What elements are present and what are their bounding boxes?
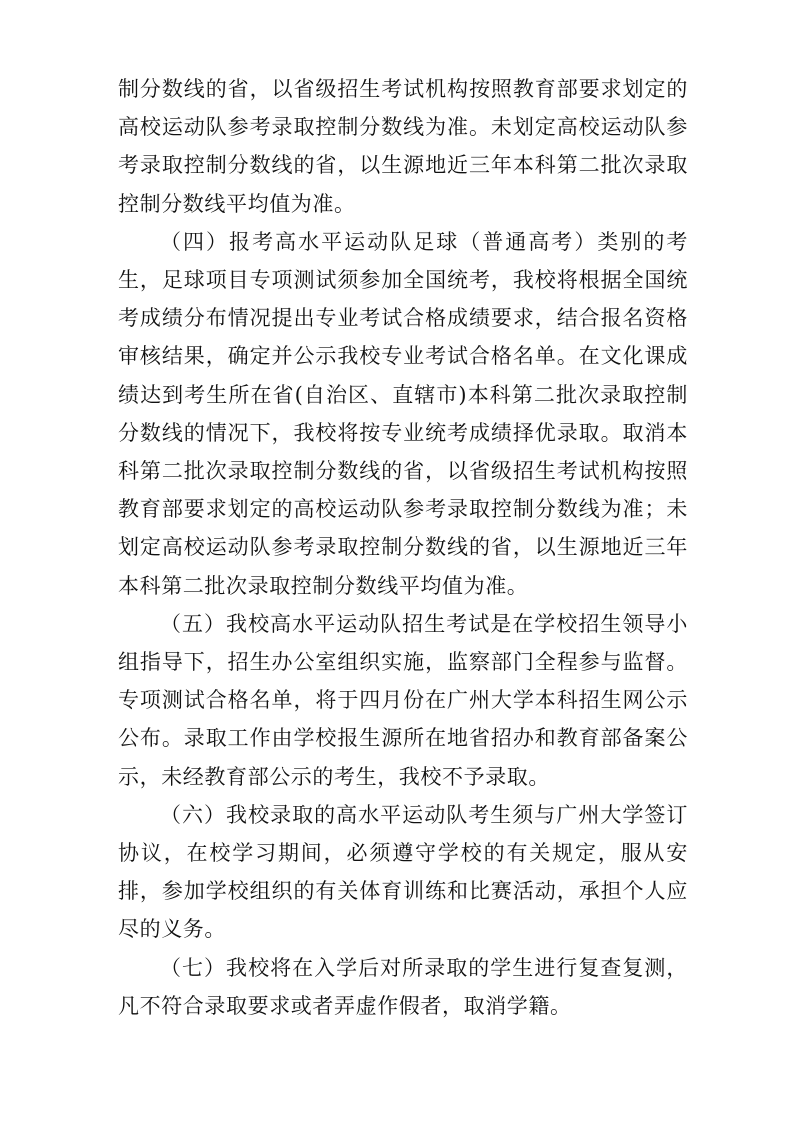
paragraph-continuation: 制分数线的省，以省级招生考试机构按照教育部要求划定的高校运动队参考录取控制分数线为准。未划定高校运动队参考录取控制分数线的省，以生源地近三年本科第二批次录取控制分数线平均值为准。 bbox=[118, 77, 688, 216]
document-body bbox=[118, 70, 688, 1025]
paragraph-item-5: （五）我校高水平运动队招生考试是在学校招生领导小组指导下，招生办公室组织实施，监察部门全程参与监督。专项测试合格名单，将于四月份在广州大学本科招生网公示公布。录取工作由学校报生源所在地省招办和教育部备案公示，未经教育部公示的考生，我校不予录取。 bbox=[118, 611, 688, 789]
paragraph-item-6: （六）我校录取的高水平运动队考生须与广州大学签订协议，在校学习期间，必须遵守学校的有关规定，服从安排，参加学校组织的有关体育训练和比赛活动，承担个人应尽的义务。 bbox=[118, 802, 688, 942]
paragraph-item-7: （七）我校将在入学后对所录取的学生进行复查复测，凡不符合录取要求或者弄虚作假者，取消学籍。 bbox=[118, 955, 688, 1018]
paragraph-item-4: （四）报考高水平运动队足球（普通高考）类别的考生，足球项目专项测试须参加全国统考，我校将根据全国统考成绩分布情况提出专业考试合格成绩要求，结合报名资格审核结果，确定并公示我校专业考试合格名单。在文化课成绩达到考生所在省(自治区、直辖市)本科第二批次录取控制分数线的情况下，我校将按专业统考成绩择优录取。取消本科第二批次录取控制分数线的省，以省级招生考试机构按照教育部要求划定的高校运动队参考录取控制分数线为准；未划定高校运动队参考录取控制分数线的省，以生源地近三年本科第二批次录取控制分数线平均值为准。 bbox=[118, 229, 688, 598]
